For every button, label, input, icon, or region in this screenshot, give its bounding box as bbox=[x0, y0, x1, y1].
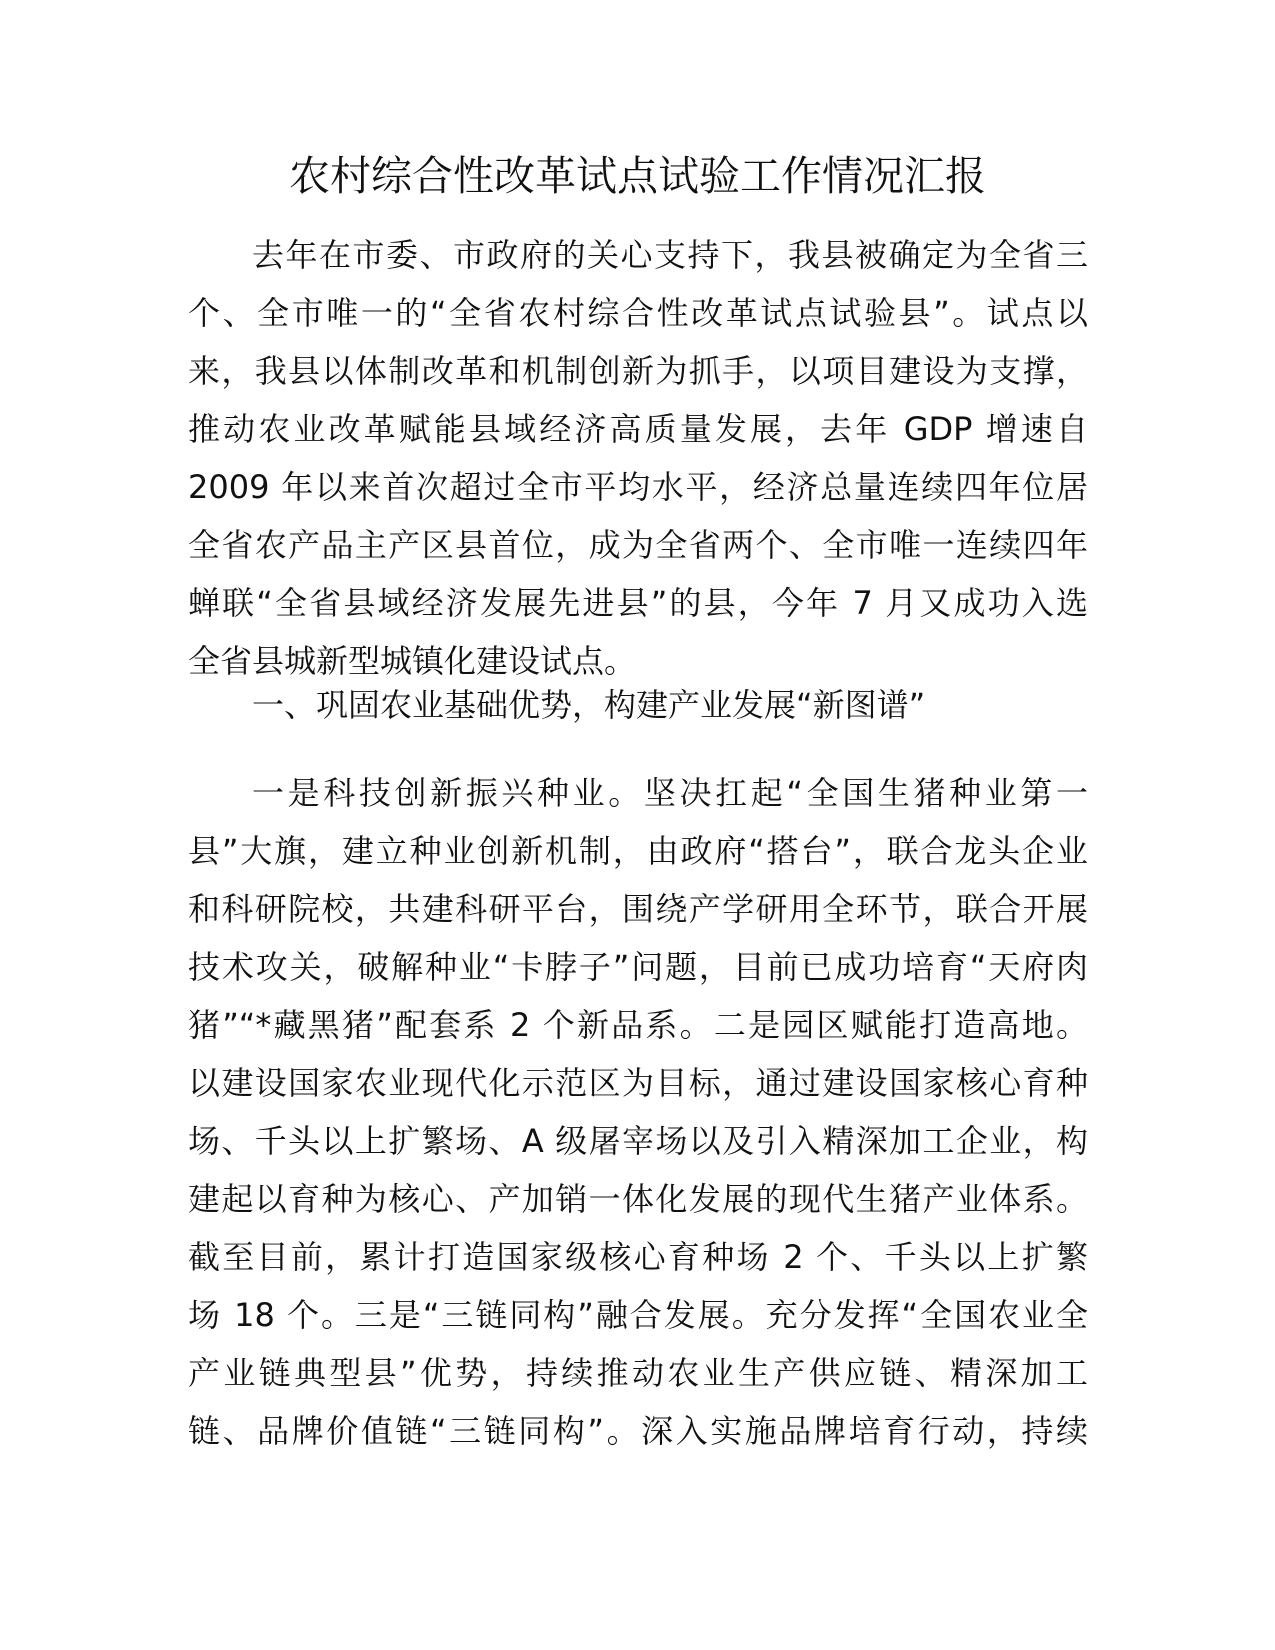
paragraph-line: 和科研院校，共建科研平台，围绕产学研用全环节，联合开展 bbox=[188, 890, 1088, 928]
paragraph-line: 一是科技创新振兴种业。坚决扛起“全国生猪种业第一 bbox=[252, 774, 1088, 812]
paragraph-line: 全省农产品主产区县首位，成为全省两个、全市唯一连续四年 bbox=[188, 526, 1088, 564]
paragraph-line: 县”大旗，建立种业创新机制，由政府“搭台”，联合龙头企业 bbox=[188, 832, 1088, 870]
paragraph-line: 建起以育种为核心、产加销一体化发展的现代生猪产业体系。 bbox=[188, 1180, 1088, 1218]
paragraph-line: 推动农业改革赋能县域经济高质量发展，去年 GDP 增速自 bbox=[188, 410, 1088, 448]
paragraph-line: 猪”“*藏黑猪”配套系 2 个新品系。二是园区赋能打造高地。 bbox=[188, 1006, 1088, 1044]
paragraph-line: 场、千头以上扩繁场、A 级屠宰场以及引入精深加工企业，构 bbox=[188, 1122, 1088, 1160]
paragraph-line: 截至目前，累计打造国家级核心育种场 2 个、千头以上扩繁 bbox=[188, 1238, 1088, 1276]
intro-paragraph bbox=[188, 226, 1088, 690]
paragraph-line: 场 18 个。三是“三链同构”融合发展。充分发挥“全国农业全 bbox=[188, 1296, 1088, 1334]
paragraph-line: 以建设国家农业现代化示范区为目标，通过建设国家核心育种 bbox=[188, 1064, 1088, 1102]
paragraph-line: 2009 年以来首次超过全市平均水平，经济总量连续四年位居 bbox=[188, 468, 1088, 506]
document-title: 农村综合性改革试点试验工作情况汇报 bbox=[289, 152, 986, 200]
paragraph-line: 蝉联“全省县域经济发展先进县”的县，今年 7 月又成功入选 bbox=[188, 584, 1088, 622]
paragraph-line: 链、品牌价值链“三链同构”。深入实施品牌培育行动，持续 bbox=[188, 1412, 1088, 1450]
paragraph-line: 技术攻关，破解种业“卡脖子”问题，目前已成功培育“天府肉 bbox=[188, 948, 1088, 986]
paragraph-line: 个、全市唯一的“全省农村综合性改革试点试验县”。试点以 bbox=[188, 294, 1088, 332]
paragraph-line: 去年在市委、市政府的关心支持下，我县被确定为全省三 bbox=[252, 236, 1088, 274]
section-heading bbox=[188, 676, 1088, 734]
paragraph-line: 产业链典型县”优势，持续推动农业生产供应链、精深加工 bbox=[188, 1354, 1088, 1392]
paragraph-line: 来，我县以体制改革和机制创新为抓手，以项目建设为支撑， bbox=[188, 352, 1088, 390]
paragraph-line: 全省县城新型城镇化建设试点。 bbox=[188, 642, 637, 680]
section-heading-text: 一、巩固农业基础优势，构建产业发展“新图谱” bbox=[252, 686, 926, 724]
section-paragraph bbox=[188, 764, 1088, 1460]
